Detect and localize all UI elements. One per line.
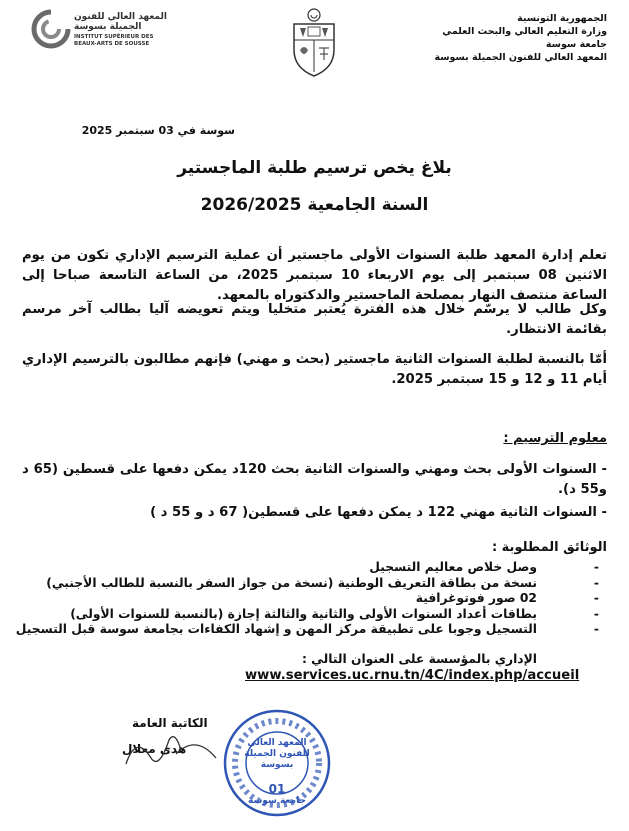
document-item: - 02 صور فوتوغرافية: [22, 591, 607, 607]
ministry-header: [434, 12, 607, 64]
signature-scribble-icon: [116, 724, 236, 772]
logo-arabic-line: الجميلة بسوسة: [74, 22, 142, 32]
logo-arabic-name: [74, 12, 167, 32]
documents-list: [15, 560, 607, 638]
stamp-line: للفنون الجميلة: [244, 749, 310, 759]
signatory-title: الكاتبة العامة: [132, 716, 208, 730]
fees-heading: معلوم الترسيم :: [503, 431, 607, 446]
official-stamp: [222, 708, 332, 818]
documents-heading: الوثائق المطلوبة :: [491, 540, 607, 555]
institute-logo: [30, 8, 180, 52]
address-label: الإداري بالمؤسسة على العنوان التالي :: [301, 652, 537, 666]
institute-logo-icon: [30, 8, 72, 50]
logo-arabic-line: المعهد العالي للفنون: [74, 12, 167, 22]
paragraph-second-year: أمّا بالنسبة لطلبة السنوات الثانية ماجستير (بحث و مهني) فإنهم مطالبون بالترسيم الإداري أيام 11 و 12 و 15 سبتمبر 2025.: [22, 352, 607, 387]
registration-url-link[interactable]: www.services.uc.rnu.tn/4C/index.php/accueil: [245, 668, 580, 683]
tunisia-coat-of-arms-icon: [286, 6, 342, 78]
logo-french-line: BEAUX-ARTS DE SOUSSE: [74, 40, 150, 47]
stamp-line: بسوسة: [260, 760, 294, 770]
document-item: - وصل خلاص معاليم التسجيل: [22, 560, 607, 576]
logo-french-name: [74, 34, 153, 47]
ministry-line: وزارة التعليم العالي والبحث العلمي: [442, 26, 607, 37]
document-item: - التسجيل وجوبا على تطبيقة مركز المهن و إشهاد الكفاءات بجامعة سوسة قبل التسجيل: [22, 622, 607, 638]
document-date: سوسة في 03 سبتمبر 2025: [81, 124, 235, 137]
academic-year: السنة الجامعية 2026/2025: [200, 195, 429, 215]
stamp-university: جامعة سوسة: [248, 796, 306, 806]
document-item: - بطاقات أعداد السنوات الأولى والثانية والثالثة إجازة (بالنسبة للسنوات الأولى): [22, 607, 607, 623]
ministry-line: المعهد العالي للفنون الجميلة بسوسة: [434, 52, 607, 63]
logo-french-line: INSTITUT SUPÉRIEUR DES: [74, 34, 154, 40]
stamp-line: المعهد العالي: [247, 738, 307, 748]
stamp-number: 01: [268, 782, 286, 796]
ministry-line: جامعة سوسة: [545, 39, 607, 50]
paragraph-waiting-list: وكل طالب لا يرسّم خلال هذه الفترة يُعتبر متخليا ويتم تعويضه آليا بطالب آخر مرسم بقائمة الانتظار.: [22, 302, 607, 337]
fee-item: - السنوات الأولى بحث ومهني والسنوات الثانية بحث 120د يمكن دفعها على قسطين (65 د و55 د).: [22, 462, 608, 497]
fee-item: - السنوات الثانية مهني 122 د يمكن دفعها على قسطين( 67 د و 55 د ): [150, 505, 607, 520]
paragraph-first-year: تعلم إدارة المعهد طلبة السنوات الأولى ماجستير أن عملية الترسيم الإداري تكون من يوم الاثنين 08 سبتمبر إلى يوم الاربعاء 10 سبتمبر 2025، من الساعة التاسعة صباحا إلى الساعة منتصف النهار بمصلحة الماجستير والدكتوراه بالمعهد.: [22, 248, 607, 303]
document-item: - نسخة من بطاقة التعريف الوطنية (نسخة من جواز السفر بالنسبة للطالب الأجنبي): [22, 576, 607, 592]
signatory-name: هدى معلال: [122, 742, 187, 756]
document-title: بلاغ يخص ترسيم طلبة الماجستير: [177, 158, 452, 178]
ministry-line: الجمهورية التونسية: [517, 13, 607, 24]
